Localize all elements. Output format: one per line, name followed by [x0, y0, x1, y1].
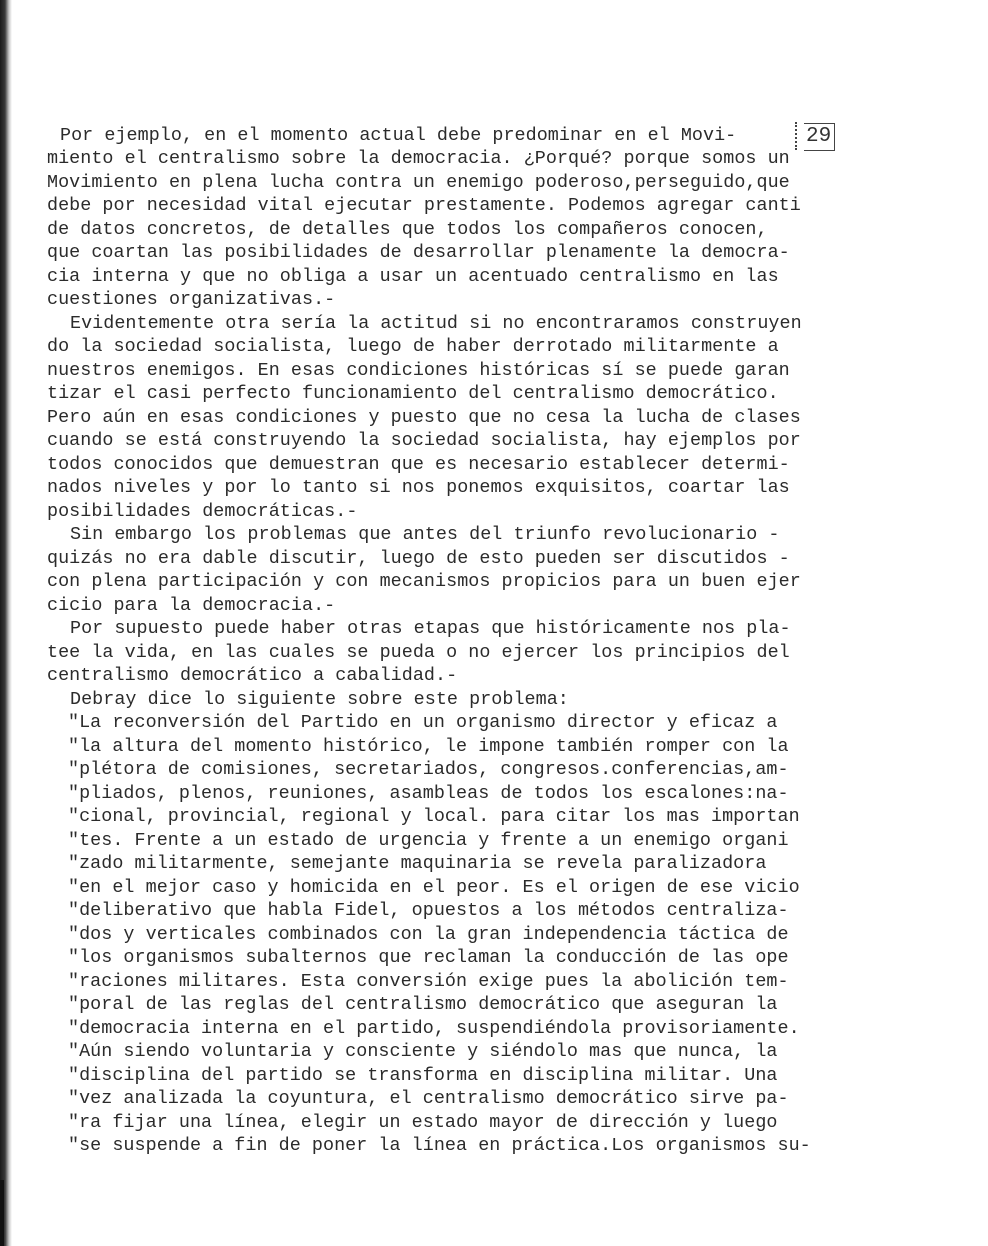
- text-line: do la sociedad socialista, luego de haber derrotado militarmente a: [47, 336, 779, 357]
- text-line: Pero aún en esas condiciones y puesto que no cesa la lucha de clases: [47, 407, 801, 428]
- text-line: "en el mejor caso y homicida en el peor. Es el origen de ese vicio: [68, 877, 800, 898]
- text-line: nados niveles y por lo tanto si nos ponemos exquisitos, coartar las: [47, 477, 790, 498]
- text-line: "cional, provincial, regional y local. para citar los mas importan: [68, 806, 800, 827]
- text-line: "pliados, plenos, reuniones, asambleas de todos los escalones:na-: [68, 783, 789, 804]
- text-line: "se suspende a fin de poner la línea en práctica.Los organismos su-: [68, 1135, 811, 1156]
- text-line: que coartan las posibilidades de desarrollar plenamente la democra-: [47, 242, 790, 263]
- page-number: [800, 123, 862, 149]
- text-line: "vez analizada la coyuntura, el centralismo democrático sirve pa-: [68, 1088, 789, 1109]
- text-line: "zado militarmente, semejante maquinaria se revela paralizadora: [68, 853, 767, 874]
- text-line: cicio para la democracia.-: [47, 595, 336, 616]
- text-line: "tes. Frente a un estado de urgencia y frente a un enemigo organi: [68, 830, 789, 851]
- text-line: "ra fijar una línea, elegir un estado mayor de dirección y luego: [68, 1112, 778, 1133]
- text-line: "La reconversión del Partido en un organismo director y eficaz a: [68, 712, 778, 733]
- text-line: "disciplina del partido se transforma en disciplina militar. Una: [68, 1065, 778, 1086]
- text-line: posibilidades democráticas.-: [47, 501, 358, 522]
- text-line: "Aún siendo voluntaria y consciente y siéndolo mas que nunca, la: [68, 1041, 778, 1062]
- text-line: "los organismos subalternos que reclaman la conducción de las ope: [68, 947, 789, 968]
- text-line: "la altura del momento histórico, le impone también romper con la: [68, 736, 789, 757]
- text-line: "raciones militares. Esta conversión exige pues la abolición tem-: [68, 971, 789, 992]
- page-number-value: 29: [804, 123, 835, 151]
- text-line: todos conocidos que demuestran que es necesario establecer determi-: [47, 454, 790, 475]
- text-line: cia interna y que no obliga a usar un acentuado centralismo en las: [47, 266, 779, 287]
- text-line: "plétora de comisiones, secretariados, congresos.conferencias,am-: [68, 759, 789, 780]
- text-line: debe por necesidad vital ejecutar prestamente. Podemos agregar canti: [47, 195, 801, 216]
- text-line: "deliberativo que habla Fidel, opuestos a los métodos centraliza-: [68, 900, 789, 921]
- text-line: Sin embargo los problemas que antes del triunfo revolucionario -: [70, 524, 780, 545]
- text-line: tizar el casi perfecto funcionamiento del centralismo democrático.: [47, 383, 779, 404]
- scanned-page-edge: [0, 0, 12, 1246]
- text-line: Por ejemplo, en el momento actual debe predominar en el Movi-: [60, 125, 737, 146]
- text-line: quizás no era dable discutir, luego de esto pueden ser discutidos -: [47, 548, 790, 569]
- text-line: Movimiento en plena lucha contra un enemigo poderoso,perseguido,que: [47, 172, 790, 193]
- text-line: Evidentemente otra sería la actitud si no encontraramos construyen: [70, 313, 802, 334]
- text-line: Debray dice lo siguiente sobre este problema:: [70, 689, 569, 710]
- text-line: cuando se está construyendo la sociedad socialista, hay ejemplos por: [47, 430, 801, 451]
- text-line: "poral de las reglas del centralismo democrático que aseguran la: [68, 994, 778, 1015]
- text-line: nuestros enemigos. En esas condiciones históricas sí se puede garan: [47, 360, 790, 381]
- text-line: centralismo democrático a cabalidad.-: [47, 665, 458, 686]
- text-line: cuestiones organizativas.-: [47, 289, 336, 310]
- text-line: "dos y verticales combinados con la gran independencia táctica de: [68, 924, 789, 945]
- text-line: miento el centralismo sobre la democracia. ¿Porqué? porque somos un: [47, 148, 790, 169]
- text-line: Por supuesto puede haber otras etapas que históricamente nos pla-: [70, 618, 791, 639]
- text-line: "democracia interna en el partido, suspendiéndola provisoriamente.: [68, 1018, 800, 1039]
- scanned-page-edge-shadow: [0, 1180, 4, 1246]
- text-line: de datos concretos, de detalles que todos los compañeros conocen,: [47, 219, 768, 240]
- text-line: con plena participación y con mecanismos propicios para un buen ejer: [47, 571, 801, 592]
- text-line: tee la vida, en las cuales se pueda o no ejercer los principios del: [47, 642, 790, 663]
